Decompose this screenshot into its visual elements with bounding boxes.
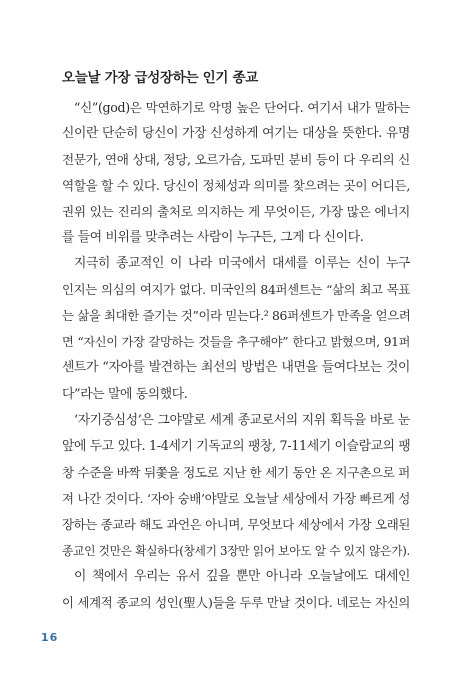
paragraph-line: 다”라는 말에 동의했다. — [62, 386, 188, 402]
paragraph-line: 종교인 것만은 확실하다(창세기 3장만 읽어 보아도 알 수 있지 않은가). — [62, 543, 410, 558]
paragraph-line: 이 책에서 우리는 유서 깊을 뿐만 아니라 오늘날에도 대세인 — [74, 568, 410, 584]
paragraph-line: 져 나간 것이다. ‘자아 숭배’야말로 오늘날 세상에서 가장 빠르게 성 — [62, 490, 410, 506]
paragraph-line: 는 삶을 최대한 즐기는 것”이라 믿는다.² 86퍼센트가 만족을 얻으려 — [62, 308, 411, 324]
paragraph-line: “신”(god)은 막연하기로 악명 높은 단어다. 여기서 내가 말하는 — [74, 100, 410, 115]
paragraph-line: 창 수준을 바짝 뒤쫓을 정도로 지난 한 세기 동안 온 지구촌으로 퍼 — [62, 464, 410, 480]
paragraph-line: 인지는 의심의 여지가 없다. 미국인의 84퍼센트는 “삶의 최고 목표 — [62, 282, 410, 298]
paragraph-line: 신이란 단순히 당신이 가장 신성하게 여기는 대상을 뜻한다. 유명 — [62, 126, 410, 142]
paragraph-line: 지극히 종교적인 이 나라 미국에서 대세를 이루는 신이 누구 — [74, 256, 410, 272]
paragraph-line: 를 들여 비위를 맞추려는 사람이 누구든, 그게 다 신이다. — [62, 230, 364, 246]
paragraph-line: ‘자기중심성’은 그야말로 세계 종교로서의 지위 획득을 바로 눈 — [74, 412, 410, 428]
paragraph-line: 전문가, 연애 상대, 정당, 오르가슴, 도파민 분비 등이 다 우리의 신 — [62, 152, 410, 168]
page-number: 16 — [41, 631, 59, 644]
paragraph-line: 센트가 “자아를 발견하는 최선의 방법은 내면을 들여다보는 것이 — [62, 360, 410, 376]
paragraph-line: 앞에 두고 있다. 1-4세기 기독교의 팽창, 7-11세기 이슬람교의 팽 — [62, 438, 411, 454]
section-heading: 오늘날 가장 급성장하는 인기 종교 — [62, 70, 258, 86]
paragraph-line: 면 “자신이 가장 갈망하는 것들을 추구해야” 한다고 밝혔으며, 91퍼 — [62, 335, 410, 350]
paragraph-line: 권위 있는 진리의 출처로 의지하는 게 무엇이든, 가장 많은 에너지 — [62, 204, 410, 220]
paragraph-line: 이 세계적 종교의 성인(聖人)들을 두루 만날 것이다. 네로는 자신의 — [62, 594, 410, 610]
paragraph-line: 장하는 종교라 해도 과언은 아니며, 무엇보다 세상에서 가장 오래된 — [62, 516, 410, 532]
body-text — [62, 95, 410, 616]
paragraph-line: 역할을 할 수 있다. 당신이 정체성과 의미를 찾으려는 곳이 어디든, — [62, 178, 410, 194]
